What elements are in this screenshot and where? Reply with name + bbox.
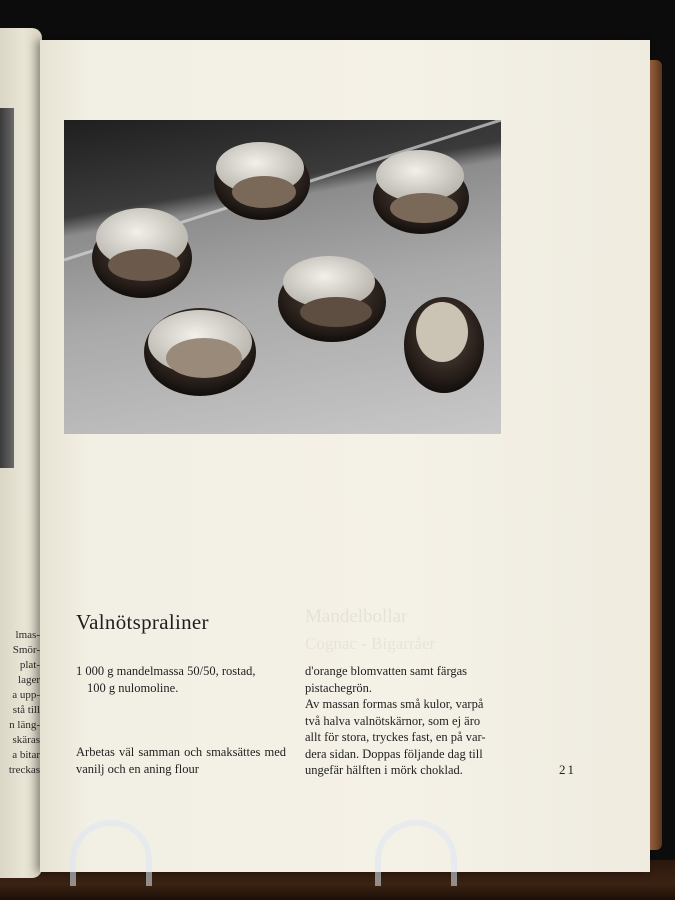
left-line: n läng- xyxy=(9,719,40,731)
ingredient-line: 1 000 g mandelmassa 50/50, rostad, xyxy=(76,664,256,678)
praline-3 xyxy=(373,150,469,234)
recipe-line: allt för stora, tryckes fast, en på var- xyxy=(305,730,486,744)
page-number: 21 xyxy=(559,762,576,777)
left-line: stå till xyxy=(12,704,40,716)
left-line: a bitar xyxy=(12,749,40,761)
praline-6 xyxy=(404,297,484,393)
praline-2 xyxy=(214,142,310,220)
pralines-illustration xyxy=(64,120,501,434)
praline-5 xyxy=(144,308,256,396)
left-line: plat- xyxy=(19,659,40,671)
left-page-text xyxy=(0,628,40,778)
pralines-photo xyxy=(64,120,501,434)
recipe-line: pistachegrön. xyxy=(305,680,372,695)
left-line: lmas- xyxy=(15,629,40,641)
recipe-right-column xyxy=(305,663,515,779)
bleed-through-subtitle: Cognac - Bigarråer xyxy=(305,634,436,653)
recipe-left-column xyxy=(76,663,286,777)
bleed-through-title: Mandelbollar xyxy=(305,606,408,627)
ingredient-line: 100 g nulomoline. xyxy=(87,680,179,695)
left-page xyxy=(0,28,42,878)
left-line: skäras xyxy=(12,734,40,746)
left-line: lager xyxy=(18,674,40,686)
left-page-photo-edge xyxy=(0,108,14,468)
recipe-line: två halva valnötskärnor, som ej äro xyxy=(305,713,481,728)
praline-4 xyxy=(278,256,386,342)
recipe-paragraph: Arbetas väl samman och smaksättes med vanilj och en aning flour xyxy=(76,745,286,776)
left-line: a upp- xyxy=(12,689,40,701)
recipe-line: dera sidan. Doppas följande dag till xyxy=(305,746,483,761)
recipe-line: ungefär hälften i mörk choklad. xyxy=(305,763,463,777)
praline-1 xyxy=(92,208,192,298)
recipe-line: Av massan formas små kulor, varpå xyxy=(305,697,484,711)
recipe-line: d'orange blomvatten samt färgas xyxy=(305,664,468,678)
recipe-title: Valnötspraliner xyxy=(76,610,209,634)
left-line: treckas xyxy=(8,764,40,776)
left-line: Smör- xyxy=(12,644,40,656)
